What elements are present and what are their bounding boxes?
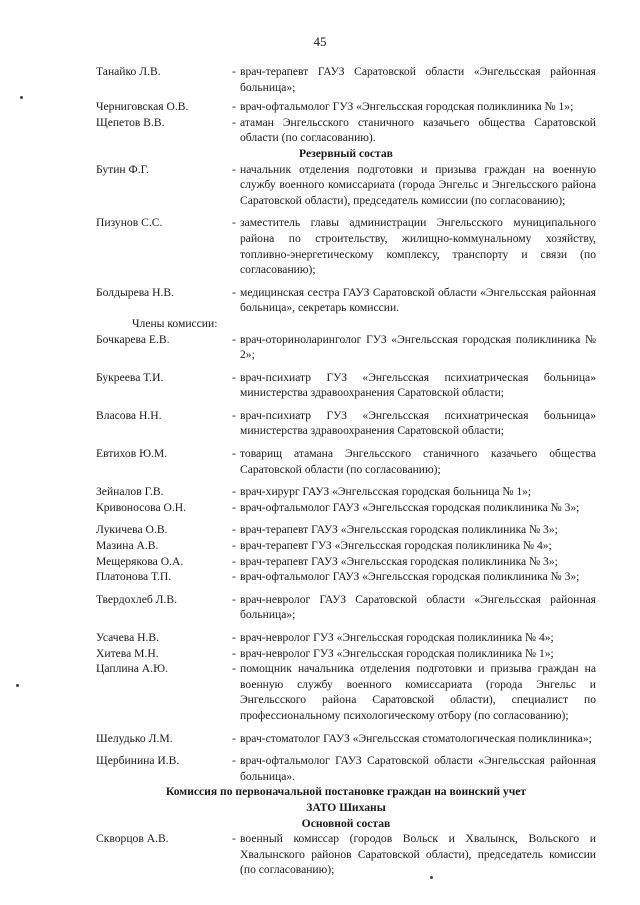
member-name: Шелудько Л.М. <box>96 731 173 745</box>
list-item: Усачева Н.В. - врач-невролог ГУЗ «Энгельсская городская поликлиника № 4»; <box>96 630 596 646</box>
member-name: Щепетов В.В. <box>96 115 165 129</box>
member-name: Твердохлеб Л.В. <box>96 592 178 606</box>
document-body <box>96 64 596 878</box>
member-name: Букреева Т.И. <box>96 370 164 384</box>
member-position: медицинская сестра ГАУЗ Саратовской области «Энгельсская районная больница», секретарь комиссии. <box>240 285 596 315</box>
member-position: врач-невролог ГУЗ «Энгельсская городская поликлиника № 4»; <box>240 631 554 644</box>
list-item: Мещерякова О.А. - врач-терапевт ГАУЗ «Энгельсская городская поликлиника № 3»; <box>96 554 596 570</box>
list-item: Болдырева Н.В. - медицинская сестра ГАУЗ Саратовской области «Энгельсская районная больница», секретарь комиссии. <box>96 285 596 315</box>
list-item: Платонова Т.П. - врач-офтальмолог ГАУЗ «Энгельсская городская поликлиника № 3»; <box>96 569 596 585</box>
list-item: Скворцов А.В. - военный комиссар (городов Вольск и Хвалынск, Вольского и Хвалынского районов Саратовской области), председатель комиссии (по согласованию); <box>96 832 596 877</box>
list-item: Бутин Ф.Г. - начальник отделения подготовки и призыва граждан на военную службу военного комиссариата (города Энгельс и Энгельсского района Саратовской области), председатель комиссии (по согласованию); <box>96 162 596 207</box>
member-name: Мещерякова О.А. <box>96 554 184 568</box>
member-position: врач-невролог ГУЗ «Энгельсская городская поликлиника № 1»; <box>240 646 554 660</box>
list-item: Танайко Л.В. - врач-терапевт ГАУЗ Саратовской области «Энгельсская районная больница»; <box>96 65 596 94</box>
member-position: врач-терапевт ГАУЗ «Энгельсская городская поликлиника № 3»; <box>240 554 558 568</box>
member-name: Усачева Н.В. <box>96 631 160 644</box>
list-item: Хитева М.Н. - врач-невролог ГУЗ «Энгельсская городская поликлиника № 1»; <box>96 646 596 662</box>
member-name: Лукичева О.В. <box>96 523 168 537</box>
list-item: Евтихов Ю.М. - товарищ атамана Энгельсского станичного казачьего общества Саратовской области (по согласованию); <box>96 447 596 476</box>
member-position: врач-стоматолог ГАУЗ «Энгельсская стоматологическая поликлиника»; <box>240 731 592 745</box>
member-position: врач-невролог ГАУЗ Саратовской области «Энгельсская районная больница»; <box>240 592 596 622</box>
scan-speck <box>20 96 23 99</box>
member-position: врач-оториноларинголог ГУЗ «Энгельсская городская поликлиника № 2»; <box>240 332 596 362</box>
member-name: Зейналов Г.В. <box>96 485 164 499</box>
member-name: Пизунов С.С. <box>96 216 163 230</box>
member-name: Хитева М.Н. <box>96 646 159 660</box>
list-item: Черниговская О.В. - врач-офтальмолог ГУЗ «Энгельсская городская поликлиника № 1»; <box>96 99 596 115</box>
section-heading-main: Основной состав <box>301 816 391 830</box>
member-name: Евтихов Ю.М. <box>96 447 168 461</box>
list-item: Букреева Т.И. - врач-психиатр ГУЗ «Энгельсская психиатрическая больница» министерства здравоохранения Саратовской области; <box>96 370 596 400</box>
member-position: товарищ атамана Энгельсского станичного казачьего общества Саратовской области (по согласованию); <box>240 447 596 476</box>
member-position: врач-терапевт ГУЗ «Энгельсская городская поликлиника № 4»; <box>240 539 552 553</box>
list-item: Щербинина И.В. - врач-офтальмолог ГАУЗ Саратовской области «Энгельсская районная больница». <box>96 754 596 783</box>
list-item: Зейналов Г.В. - врач-хирург ГАУЗ «Энгельсская городская больница № 1»; <box>96 484 596 500</box>
member-position: врач-психиатр ГУЗ «Энгельсская психиатрическая больница» министерства здравоохранения Саратовской области; <box>240 370 596 400</box>
section-heading-reserve: Резервный состав <box>299 146 393 160</box>
member-position: атаман Энгельсского станичного казачьего общества Саратовской области (по согласованию). <box>240 115 596 145</box>
list-item: Цаплина А.Ю. - помощник начальника отделения подготовки и призыва граждан на военную службу военного комиссариата (города Энгельс и Энгельсского района Саратовской области), специалист по профессиональному психологическому отбору (по согласованию); <box>96 662 596 722</box>
member-name: Черниговская О.В. <box>96 100 189 114</box>
commission-heading-location: ЗАТО Шиханы <box>306 800 386 814</box>
list-item: Лукичева О.В. - врач-терапевт ГАУЗ «Энгельсская городская поликлиника № 3»; <box>96 522 596 538</box>
member-name: Бочкарева Е.В. <box>96 332 170 346</box>
member-name: Кривоносова О.Н. <box>96 500 187 514</box>
page-number: 45 <box>313 34 327 49</box>
member-name: Мазина А.В. <box>96 539 159 553</box>
member-name: Танайко Л.В. <box>96 65 161 78</box>
list-item: Шелудько Л.М. - врач-стоматолог ГАУЗ «Энгельсская стоматологическая поликлиника»; <box>96 731 596 747</box>
list-item: Кривоносова О.Н. - врач-офтальмолог ГАУЗ «Энгельсская городская поликлиника № 3»; <box>96 500 596 516</box>
member-position: врач-офтальмолог ГАУЗ «Энгельсская городская поликлиника № 3»; <box>240 570 580 584</box>
member-position: заместитель главы администрации Энгельсского муниципального района по строительству, жилищно-коммунальному хозяйству, топливно-энергетическому комплексу, транспорту и связи (по согласованию); <box>240 216 596 277</box>
member-name: Цаплина А.Ю. <box>96 662 168 676</box>
member-name: Щербинина И.В. <box>96 754 180 768</box>
members-label: Члены комиссии: <box>132 316 218 330</box>
list-item: Щепетов В.В. - атаман Энгельсского станичного казачьего общества Саратовской области (по согласованию). <box>96 115 596 145</box>
list-item: Твердохлеб Л.В. - врач-невролог ГАУЗ Саратовской области «Энгельсская районная больница»; <box>96 592 596 622</box>
member-name: Скворцов А.В. <box>96 832 169 846</box>
member-name: Бутин Ф.Г. <box>96 162 149 176</box>
member-position: врач-офтальмолог ГУЗ «Энгельсская городская поликлиника № 1»; <box>240 100 574 114</box>
member-position: помощник начальника отделения подготовки и призыва граждан на военную службу военного комиссариата (города Энгельс и Энгельсского района Саратовской области), специалист по профессиональному психологическому отбору (по согласованию); <box>240 662 596 722</box>
list-item: Мазина А.В. - врач-терапевт ГУЗ «Энгельсская городская поликлиника № 4»; <box>96 538 596 554</box>
member-name: Платонова Т.П. <box>96 570 172 584</box>
member-position: врач-психиатр ГУЗ «Энгельсская психиатрическая больница» министерства здравоохранения Саратовской области; <box>240 408 596 438</box>
member-position: врач-терапевт ГАУЗ Саратовской области «Энгельсская районная больница»; <box>240 65 596 94</box>
scan-speck <box>16 684 19 687</box>
member-position: врач-офтальмолог ГАУЗ «Энгельсская городская поликлиника № 3»; <box>240 500 580 514</box>
member-position: врач-терапевт ГАУЗ «Энгельсская городская поликлиника № 3»; <box>240 523 558 537</box>
commission-heading: Комиссия по первоначальной постановке граждан на воинский учет <box>165 785 527 799</box>
list-item: Бочкарева Е.В. - врач-оториноларинголог ГУЗ «Энгельсская городская поликлиника № 2»; <box>96 332 596 362</box>
member-position: врач-хирург ГАУЗ «Энгельсская городская больница № 1»; <box>240 485 532 499</box>
member-position: врач-офтальмолог ГАУЗ Саратовской области «Энгельсская районная больница». <box>240 754 596 783</box>
member-position: начальник отделения подготовки и призыва граждан на военную службу военного комиссариата (города Энгельс и Энгельсского района Саратовской области), председатель комиссии (по согласованию); <box>240 162 596 207</box>
scan-speck <box>430 876 433 879</box>
member-position: военный комиссар (городов Вольск и Хвалынск, Вольского и Хвалынского районов Саратовской области), председатель комиссии (по согласованию); <box>240 832 596 877</box>
list-item: Пизунов С.С. - заместитель главы администрации Энгельсского муниципального района по строительству, жилищно-коммунальному хозяйству, топливно-энергетическому комплексу, транспорту и связи (по согласованию); <box>96 216 596 277</box>
member-name: Власова Н.Н. <box>96 408 162 422</box>
member-name: Болдырева Н.В. <box>96 285 174 299</box>
list-item: Власова Н.Н. - врач-психиатр ГУЗ «Энгельсская психиатрическая больница» министерства здравоохранения Саратовской области; <box>96 408 596 438</box>
